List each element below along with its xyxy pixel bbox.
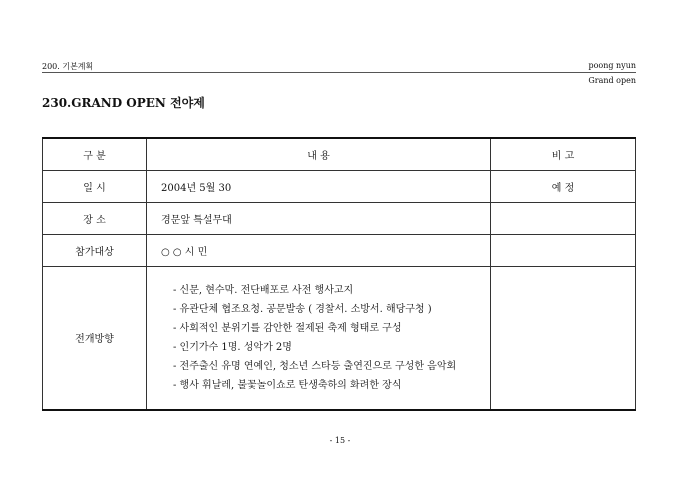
row-label: 일 시 — [43, 170, 147, 202]
row-content: 경문앞 특설무대 — [147, 202, 491, 234]
row-label: 전개방향 — [43, 266, 147, 410]
header-brand: poong nyun — [588, 61, 636, 70]
header-rule — [42, 72, 636, 73]
table-header-row — [43, 138, 636, 170]
header-cell-note: 비 고 — [491, 138, 636, 170]
table-row-direction — [43, 266, 636, 410]
table-row — [43, 170, 636, 202]
row-content: 2004년 5월 30 — [147, 170, 491, 202]
row-note — [491, 234, 636, 266]
row-note — [491, 202, 636, 234]
header-subtitle: Grand open — [588, 76, 636, 85]
row-content-list — [147, 266, 491, 410]
page-number: - 15 - — [329, 436, 351, 445]
row-content: ○ ○ 시 민 — [147, 234, 491, 266]
row-note: 예 정 — [491, 170, 636, 202]
row-label: 장 소 — [43, 202, 147, 234]
row-note — [491, 266, 636, 410]
header-cell-content: 내 용 — [147, 138, 491, 170]
table-row — [43, 234, 636, 266]
list-item: - 유관단체 협조요청. 공문발송 ( 경찰서. 소방서. 해당구청 ) — [173, 303, 432, 315]
header-section-label: 200. 기본계획 — [42, 62, 94, 71]
direction-list — [161, 281, 490, 395]
list-item: - 전주출신 유명 연예인, 청소년 스타등 출연진으로 구성한 음악회 — [173, 360, 457, 372]
list-item: - 인기가수 1명. 성악가 2명 — [173, 341, 292, 353]
header-cell-category: 구 분 — [43, 138, 147, 170]
list-item: - 사회적인 분위기를 감안한 절제된 축제 형태로 구성 — [173, 322, 402, 334]
plan-table — [42, 137, 636, 411]
row-label: 참가대상 — [43, 234, 147, 266]
page-title: 230.GRAND OPEN 전야제 — [42, 96, 205, 110]
list-item: - 행사 휘날레, 불꽃놀이쇼로 탄생축하의 화려한 장식 — [173, 379, 402, 391]
table-row — [43, 202, 636, 234]
list-item: - 신문, 현수막. 전단배포로 사전 행사고지 — [173, 284, 354, 296]
